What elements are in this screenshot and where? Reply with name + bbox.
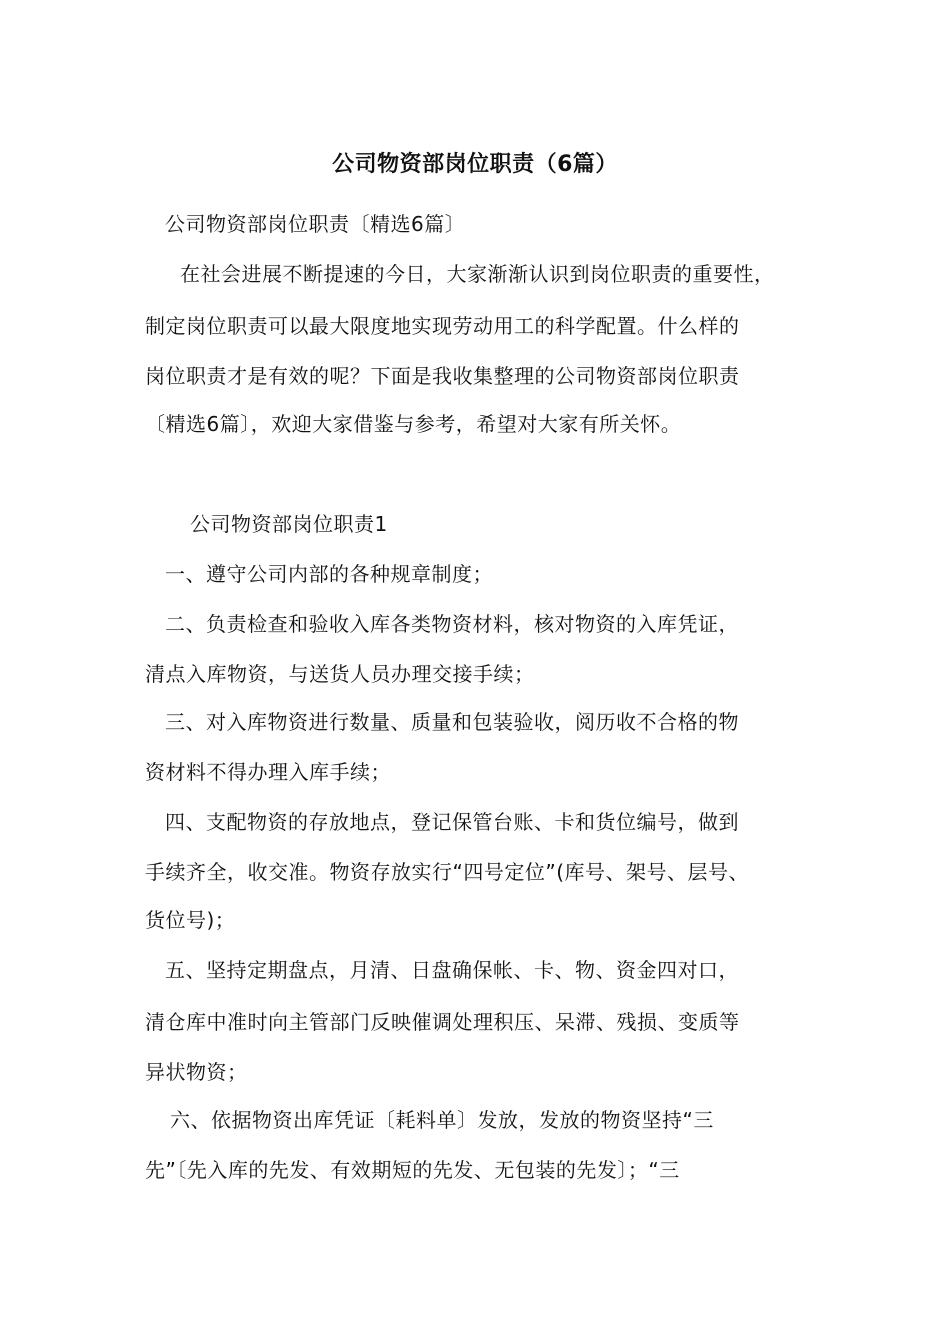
duty-line-3: 清点入库物资，与送货人员办理交接手续； xyxy=(145,662,535,686)
duty-line-1: 一、遵守公司内部的各种规章制度； xyxy=(165,562,493,586)
section-heading: 公司物资部岗位职责1 xyxy=(190,512,388,536)
duty-line-2: 二、负责检查和验收入库各类物资材料，核对物资的入库凭证， xyxy=(165,612,739,636)
duty-line-12: 六、依据物资出库凭证〔耗料单〕发放，发放的物资坚持“三 xyxy=(170,1108,714,1132)
intro-line-1: 在社会进展不断提速的今日，大家渐渐认识到岗位职责的重要性， xyxy=(180,262,775,286)
duty-line-10: 清仓库中准时向主管部门反映催调处理积压、呆滞、残损、变质等 xyxy=(145,1010,740,1034)
duty-line-6: 四、支配物资的存放地点，登记保管台账、卡和货位编号，做到 xyxy=(165,810,739,834)
duty-line-7: 手续齐全，收交准。物资存放实行“四号定位”(库号、架号、层号、 xyxy=(145,860,750,884)
duty-line-11: 异状物资； xyxy=(145,1060,248,1084)
intro-line-2: 制定岗位职责可以最大限度地实现劳动用工的科学配置。什么样的 xyxy=(145,314,740,338)
intro-line-3: 岗位职责才是有效的呢？下面是我收集整理的公司物资部岗位职责 xyxy=(145,364,740,388)
document-subtitle: 公司物资部岗位职责〔精选6篇〕 xyxy=(165,212,466,236)
duty-line-5: 资材料不得办理入库手续； xyxy=(145,760,391,784)
document-title: 公司物资部岗位职责（6篇） xyxy=(332,152,618,177)
duty-line-13: 先”〔先入库的先发、有效期短的先发、无包装的先发〕；“三 xyxy=(145,1158,680,1182)
intro-line-4: 〔精选6篇〕，欢迎大家借鉴与参考，希望对大家有所关怀。 xyxy=(145,412,682,436)
duty-line-8: 货位号)； xyxy=(145,908,236,932)
duty-line-4: 三、对入库物资进行数量、质量和包装验收，阅历收不合格的物 xyxy=(165,710,739,734)
duty-line-9: 五、坚持定期盘点，月清、日盘确保帐、卡、物、资金四对口， xyxy=(165,958,739,982)
